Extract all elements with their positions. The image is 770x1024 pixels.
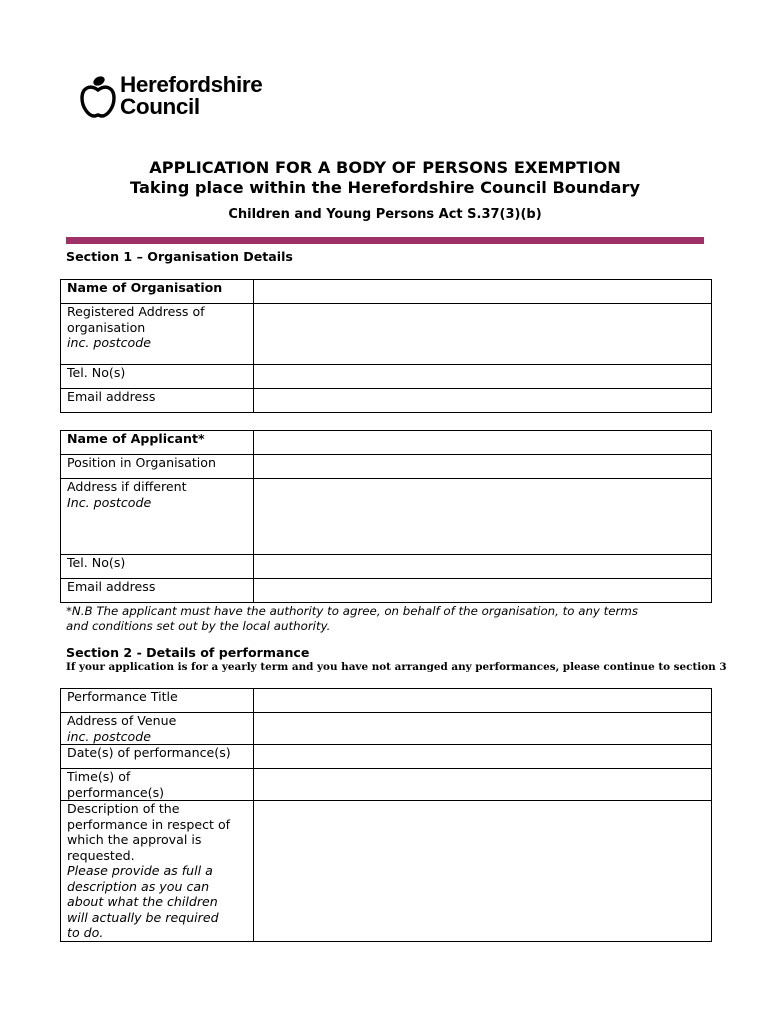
applicant-name-label: Name of Applicant* [61, 431, 254, 455]
applicant-address-field[interactable] [254, 479, 712, 555]
yearly-term-note: If your application is for a yearly term and you have not arranged any performances, please continue to section 3 [66, 661, 727, 673]
applicant-position-label: Position in Organisation [61, 455, 254, 479]
org-email-field[interactable] [254, 389, 712, 413]
performance-dates-field[interactable] [254, 745, 712, 769]
applicant-name-field[interactable] [254, 431, 712, 455]
applicant-email-field[interactable] [254, 579, 712, 603]
organisation-table [60, 279, 712, 413]
performance-title-label: Performance Title [61, 689, 254, 713]
document-subtitle: Taking place within the Herefordshire Council Boundary [129, 178, 640, 197]
org-tel-label: Tel. No(s) [61, 365, 254, 389]
applicant-position-field[interactable] [254, 455, 712, 479]
logo-line-2: Council [120, 94, 200, 119]
applicant-tel-field[interactable] [254, 555, 712, 579]
performance-table [60, 688, 712, 942]
org-address-label: Registered Address of organisation inc. postcode [61, 304, 254, 365]
performance-description-label: Description of the performance in respect of which the approval is requested. Please provide as full a description as you can about what the children will actually be required to do. [61, 801, 254, 942]
apple-logo-icon [80, 76, 116, 120]
applicant-tel-label: Tel. No(s) [61, 555, 254, 579]
logo-wordmark [120, 74, 262, 118]
applicant-email-label: Email address [61, 579, 254, 603]
logo-line-1: Herefordshire [120, 72, 263, 97]
org-tel-field[interactable] [254, 365, 712, 389]
section-1-heading: Section 1 – Organisation Details [66, 249, 293, 264]
applicant-address-label: Address if different Inc. postcode [61, 479, 254, 555]
performance-times-field[interactable] [254, 769, 712, 801]
applicant-table [60, 430, 712, 603]
org-address-field[interactable] [254, 304, 712, 365]
venue-address-field[interactable] [254, 713, 712, 745]
org-name-label: Name of Organisation [61, 280, 254, 304]
act-reference: Children and Young Persons Act S.37(3)(b) [228, 207, 542, 222]
authority-note: *N.B The applicant must have the authority to agree, on behalf of the organisation, to any terms and conditions set out by the local authority. [66, 604, 639, 633]
org-name-field[interactable] [254, 280, 712, 304]
venue-address-label: Address of Venue inc. postcode [61, 713, 254, 745]
title-divider [66, 237, 704, 244]
document-title: APPLICATION FOR A BODY OF PERSONS EXEMPTION [149, 158, 621, 177]
section-2-heading: Section 2 - Details of performance [66, 645, 310, 660]
performance-description-field[interactable] [254, 801, 712, 942]
performance-title-field[interactable] [254, 689, 712, 713]
performance-dates-label: Date(s) of performance(s) [61, 745, 254, 769]
org-email-label: Email address [61, 389, 254, 413]
performance-times-label: Time(s) of performance(s) [61, 769, 254, 801]
